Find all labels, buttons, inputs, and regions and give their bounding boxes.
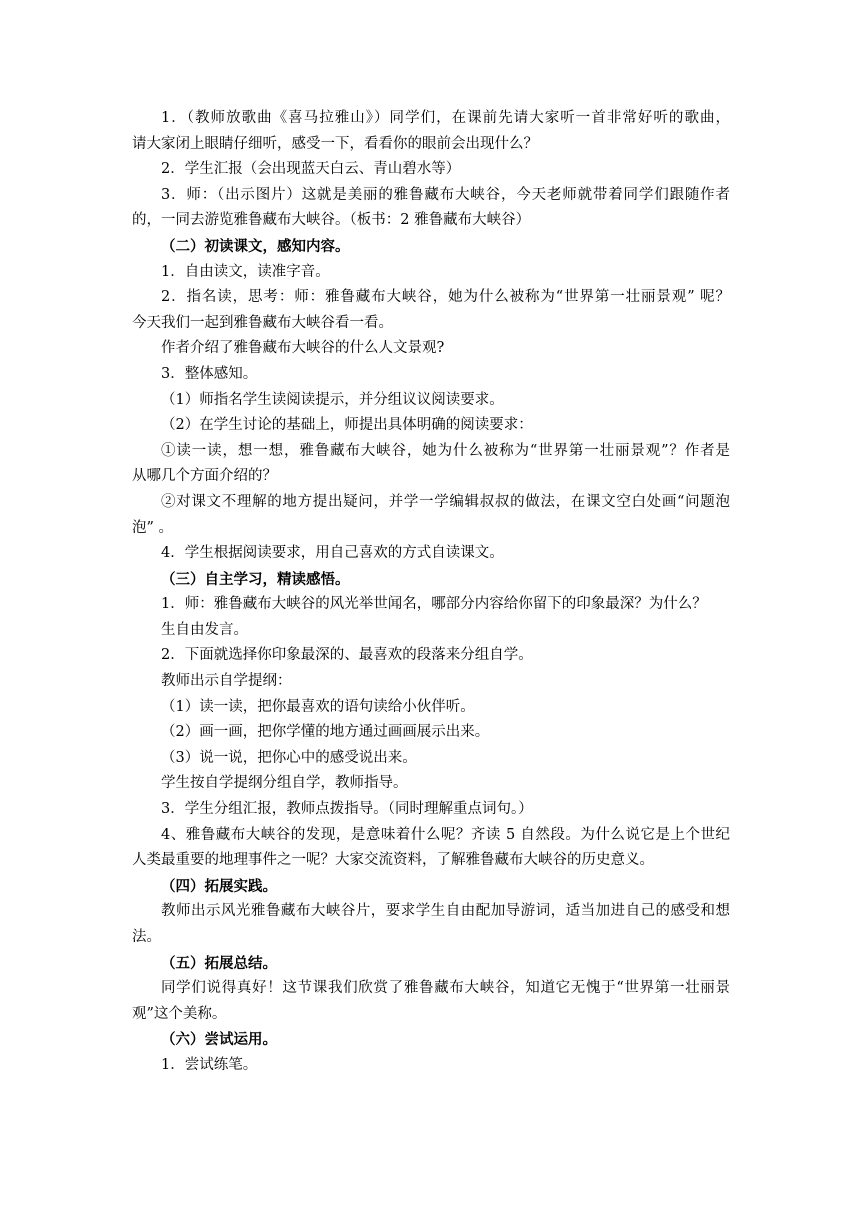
text-line: 1．（教师放歌曲《喜马拉雅山》）同学们，在课前先请大家听一首非常好听的歌曲， [161, 110, 730, 126]
section-heading: （二）初读课文，感知内容。 [161, 237, 350, 255]
text-line: 人类最重要的地理事件之一呢？大家交流资料，了解雅鲁藏布大峡谷的历史意义。 [132, 852, 654, 869]
text-line: ②对课文不理解的地方提出疑问，并学一学编辑叔叔的做法，在课文空白处画“问题泡 [161, 493, 730, 510]
text-line: （1）师指名学生读阅读提示，并分组议议阅读要求。 [161, 391, 504, 408]
text-line: 2．下面就选择你印象最深的、最喜欢的段落来分组自学。 [161, 647, 533, 664]
section-heading: （三）自主学习，精读感悟。 [161, 570, 350, 588]
section-heading: （四）拓展实践。 [161, 877, 277, 895]
text-line: 3．学生分组汇报，教师点拨指导。（同时理解重点词句。） [161, 801, 533, 818]
text-line: 1．师：雅鲁藏布大峡谷的风光举世闻名，哪部分内容给你留下的印象最深？为什么？ [161, 596, 707, 613]
text-line: 生自由发言。 [161, 621, 248, 638]
text-line: 泡” 。 [132, 519, 174, 536]
text-line: 请大家闭上眼睛仔细听，感受一下，看看你的眼前会出现什么？ [132, 135, 538, 152]
text-line: （2）画一画，把你学懂的地方通过画画展示出来。 [161, 724, 490, 741]
document-page [132, 106, 730, 1079]
text-line: ①读一读，想一想，雅鲁藏布大峡谷，她为什么被称为“世界第一壮丽景观”？作者是 [161, 442, 730, 459]
text-line: 3．整体感知。 [161, 365, 258, 382]
text-line: 同学们说得真好！这节课我们欣赏了雅鲁藏布大峡谷，知道它无愧于“世界第一壮丽景 [161, 980, 730, 997]
text-line: 的，一同去游览雅鲁藏布大峡谷。（板书：2 雅鲁藏布大峡谷） [132, 212, 531, 229]
text-line: 4、雅鲁藏布大峡谷的发现，是意味着什么呢？齐读 5 自然段。为什么说它是上个世纪 [161, 826, 730, 843]
text-line: 从哪几个方面介绍的？ [132, 468, 277, 485]
text-line: 法。 [132, 929, 161, 945]
text-line: 观”这个美称。 [132, 1005, 227, 1022]
text-line: 作者介绍了雅鲁藏布大峡谷的什么人文景观? [161, 340, 445, 357]
text-line: 教师出示风光雅鲁藏布大峡谷片，要求学生自由配加导游词，适当加进自己的感受和想 [161, 903, 730, 920]
text-line: （2）在学生讨论的基础上，师提出具体明确的阅读要求： [161, 417, 533, 434]
text-line: 4．学生根据阅读要求，用自己喜欢的方式自读课文。 [161, 545, 504, 562]
section-heading: （六）尝试运用。 [161, 1031, 277, 1049]
text-line: 教师出示自学提纲： [161, 673, 292, 690]
text-line: （3）说一说，把你心中的感受说出来。 [161, 749, 417, 766]
text-line: 1．自由读文，读准字音。 [161, 263, 330, 280]
text-line: 3．师：（出示图片）这就是美丽的雅鲁藏布大峡谷，今天老师就带着同学们跟随作者 [161, 186, 730, 203]
text-line: 学生按自学提纲分组自学，教师指导。 [161, 775, 408, 792]
text-line: 2．学生汇报（会出现蓝天白云、青山碧水等） [161, 161, 461, 178]
text-line: 今天我们一起到雅鲁藏布大峡谷看一看。 [132, 314, 393, 331]
section-heading: （五）拓展总结。 [161, 954, 277, 972]
text-line: 2．指名读，思考：师：雅鲁藏布大峡谷，她为什么被称为“世界第一壮丽景观” 呢？ [161, 289, 730, 306]
text-line: 1．尝试练笔。 [161, 1056, 258, 1073]
text-line: （1）读一读，把你最喜欢的语句读给小伙伴听。 [161, 698, 475, 715]
